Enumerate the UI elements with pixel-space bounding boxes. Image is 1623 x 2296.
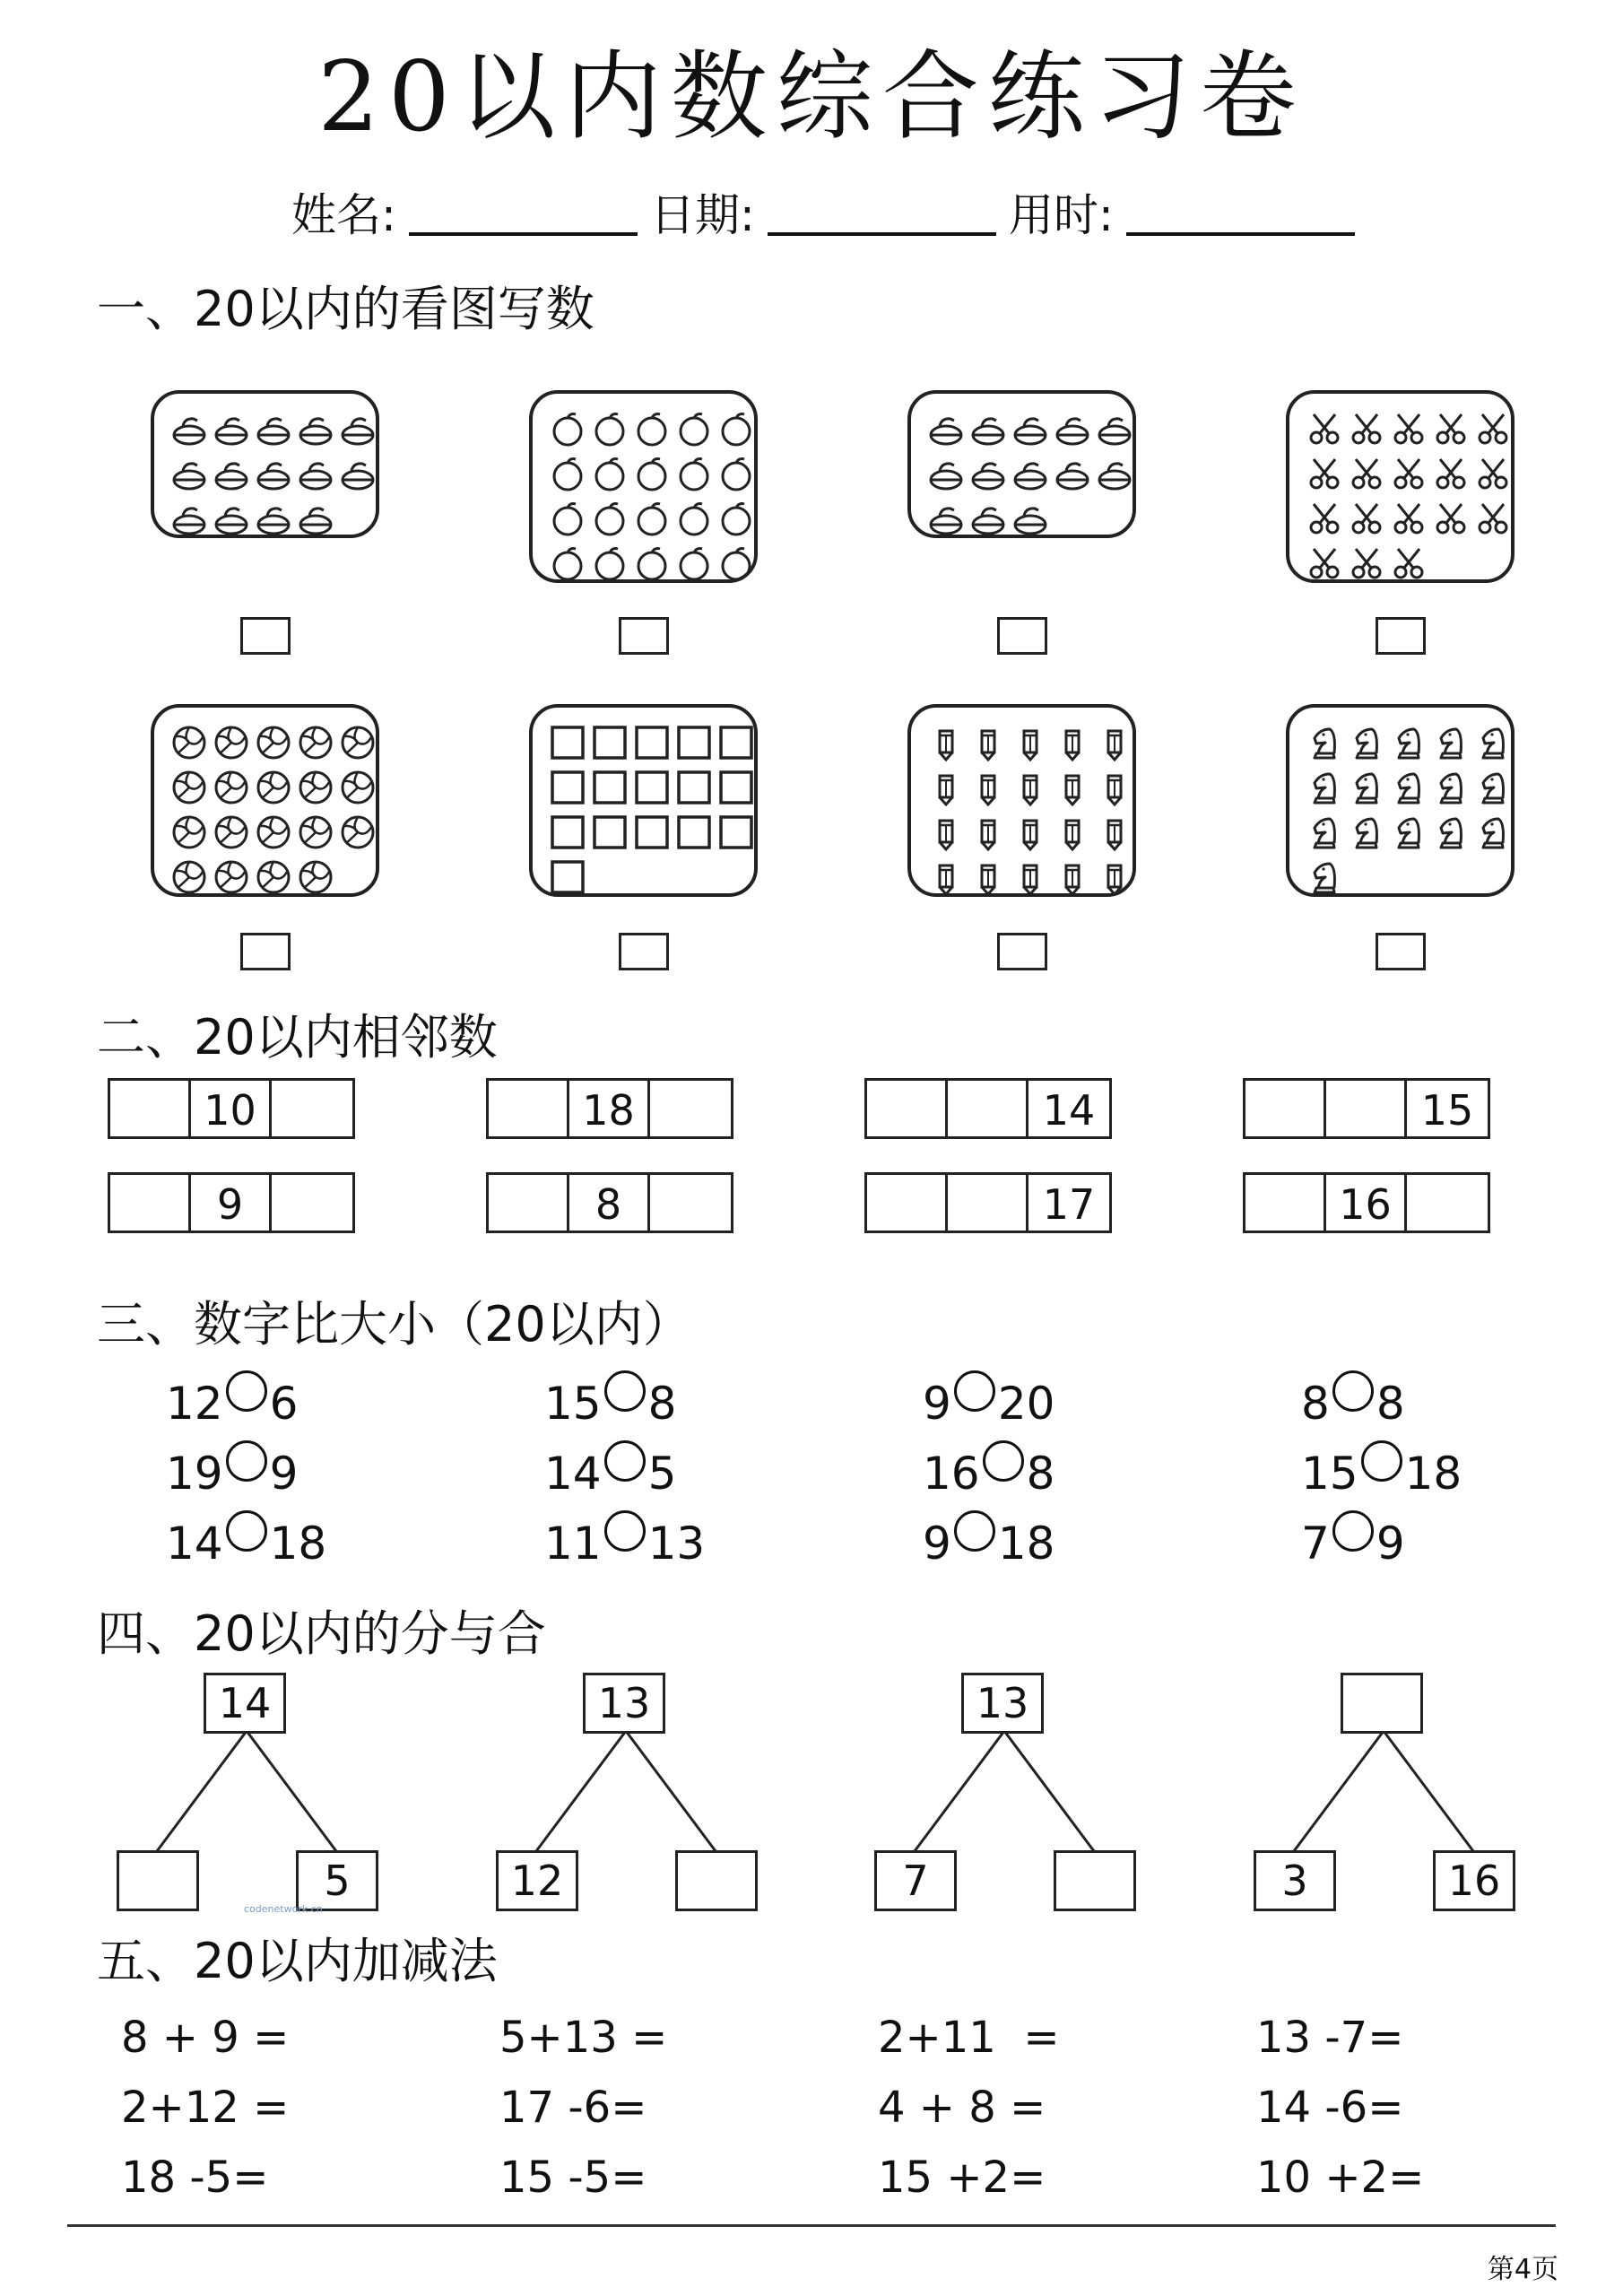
answer-cell[interactable]	[272, 1081, 352, 1136]
chess-knight-icon	[1348, 724, 1385, 761]
chess-knight-icon	[1390, 813, 1428, 851]
left-number: 8	[1301, 1378, 1330, 1430]
compare-circle[interactable]	[604, 1510, 646, 1552]
answer-box[interactable]	[675, 1850, 758, 1911]
left-number: 9	[923, 1378, 951, 1430]
given-number: 14	[204, 1673, 286, 1734]
orange-icon	[549, 500, 586, 537]
answer-box[interactable]	[240, 933, 291, 970]
pencil-icon	[1096, 858, 1133, 896]
volleyball-icon	[213, 813, 250, 851]
answer-box[interactable]	[1054, 1850, 1136, 1911]
pencil-icon	[927, 858, 965, 896]
orange-icon	[675, 544, 713, 582]
neighbor-strip	[864, 1078, 1112, 1139]
tree-lines	[496, 1731, 765, 1852]
scissors-icon	[1348, 500, 1385, 537]
scissors-icon	[1474, 455, 1512, 492]
right-number: 9	[269, 1448, 299, 1500]
equation: 2+12 =	[121, 2083, 290, 2133]
equation: 5+13 =	[499, 2013, 668, 2063]
square-icon	[633, 813, 671, 851]
given-number: 10	[191, 1081, 272, 1136]
answer-cell[interactable]	[272, 1175, 352, 1231]
picture-box	[529, 390, 758, 583]
equation: 4 + 8 =	[878, 2083, 1046, 2133]
picture-box	[1286, 390, 1515, 583]
orange-icon	[549, 410, 586, 448]
compare-item	[544, 1518, 706, 1570]
pencil-icon	[1054, 858, 1091, 896]
scissors-icon	[1390, 410, 1428, 448]
volleyball-icon	[339, 724, 377, 761]
scissors-icon	[1306, 500, 1343, 537]
orange-icon	[717, 410, 755, 448]
square-icon	[591, 724, 629, 761]
answer-cell[interactable]	[948, 1081, 1028, 1136]
left-number: 12	[166, 1378, 223, 1430]
volleyball-icon	[297, 724, 334, 761]
pencil-icon	[1054, 769, 1091, 806]
compare-item	[1301, 1448, 1462, 1500]
volleyball-icon	[255, 724, 292, 761]
equation: 2+11 =	[878, 2013, 1060, 2063]
pencil-icon	[1096, 769, 1133, 806]
volleyball-icon	[255, 858, 292, 896]
compare-circle[interactable]	[226, 1510, 267, 1552]
name-blank[interactable]	[409, 232, 638, 236]
picture-box	[151, 704, 379, 897]
given-number: 13	[583, 1673, 665, 1734]
compare-circle[interactable]	[604, 1370, 646, 1412]
section-heading: 三、数字比大小（20以内）	[97, 1296, 691, 1352]
compare-item	[544, 1378, 677, 1430]
equation: 18 -5=	[121, 2152, 269, 2203]
pencil-icon	[927, 813, 965, 851]
equation: 17 -6=	[499, 2083, 647, 2133]
chess-knight-icon	[1432, 813, 1470, 851]
pencil-icon	[1096, 724, 1133, 761]
answer-box[interactable]	[1376, 617, 1426, 655]
volleyball-icon	[170, 769, 208, 806]
neighbor-strip	[1243, 1172, 1490, 1233]
curling-stone-icon	[255, 455, 292, 492]
given-number: 12	[496, 1850, 578, 1911]
given-number: 14	[1042, 1086, 1096, 1135]
answer-box[interactable]	[1341, 1673, 1423, 1734]
neighbor-strip	[486, 1078, 733, 1139]
curling-stone-icon	[927, 455, 965, 492]
picture-box	[907, 704, 1136, 897]
pencil-icon	[1054, 813, 1091, 851]
answer-cell[interactable]	[1245, 1175, 1326, 1231]
right-number: 8	[647, 1378, 677, 1430]
volleyball-icon	[170, 724, 208, 761]
pencil-icon	[1011, 724, 1049, 761]
chess-knight-icon	[1474, 769, 1512, 806]
compare-circle[interactable]	[954, 1510, 995, 1552]
curling-stone-icon	[255, 500, 292, 537]
time-label: 用时:	[1009, 189, 1114, 241]
given-number: 16	[1433, 1850, 1515, 1911]
answer-box[interactable]	[117, 1850, 199, 1911]
orange-icon	[633, 455, 671, 492]
right-number: 18	[269, 1518, 327, 1570]
curling-stone-icon	[213, 410, 250, 448]
orange-icon	[549, 544, 586, 582]
page-title: 20以内数综合练习卷	[317, 41, 1306, 153]
chess-knight-icon	[1306, 813, 1343, 851]
answer-cell[interactable]	[650, 1081, 731, 1136]
curling-stone-icon	[969, 455, 1007, 492]
square-icon	[591, 813, 629, 851]
orange-icon	[717, 455, 755, 492]
orange-icon	[633, 410, 671, 448]
given-number: 13	[961, 1673, 1044, 1734]
pencil-icon	[969, 724, 1007, 761]
scissors-icon	[1306, 544, 1343, 582]
right-number: 9	[1376, 1518, 1405, 1570]
chess-knight-icon	[1432, 769, 1470, 806]
scissors-icon	[1348, 455, 1385, 492]
compare-item	[544, 1448, 677, 1500]
scissors-icon	[1432, 500, 1470, 537]
answer-box[interactable]	[619, 933, 669, 970]
curling-stone-icon	[1054, 455, 1091, 492]
given-number: 16	[1326, 1175, 1407, 1231]
pencil-icon	[1011, 858, 1049, 896]
orange-icon	[591, 410, 629, 448]
equation: 14 -6=	[1256, 2083, 1404, 2133]
section-heading: 二、20以内相邻数	[97, 1009, 498, 1065]
volleyball-icon	[213, 769, 250, 806]
compare-item	[1301, 1378, 1405, 1430]
curling-stone-icon	[339, 455, 377, 492]
right-number: 5	[647, 1448, 677, 1500]
answer-box[interactable]	[997, 617, 1047, 655]
date-field[interactable]	[650, 189, 996, 241]
chess-knight-icon	[1474, 813, 1512, 851]
volleyball-icon	[170, 858, 208, 896]
equation: 8 + 9 =	[121, 2013, 290, 2063]
curling-stone-icon	[969, 410, 1007, 448]
compare-item	[166, 1448, 299, 1500]
answer-cell[interactable]	[948, 1175, 1028, 1231]
curling-stone-icon	[1011, 410, 1049, 448]
right-number: 20	[997, 1378, 1055, 1430]
section-heading: 五、20以内加减法	[97, 1933, 498, 1989]
pencil-icon	[1011, 813, 1049, 851]
compare-circle[interactable]	[226, 1440, 267, 1482]
watermark: codenetwork.cn	[244, 1903, 323, 1915]
square-icon	[633, 724, 671, 761]
page-number: 第4页	[1487, 2254, 1558, 2285]
time-blank[interactable]	[1126, 232, 1355, 236]
scissors-icon	[1306, 410, 1343, 448]
scissors-icon	[1474, 500, 1512, 537]
curling-stone-icon	[927, 500, 965, 537]
compare-item	[166, 1518, 327, 1570]
compare-item	[1301, 1518, 1405, 1570]
neighbor-strip	[486, 1172, 733, 1233]
curling-stone-icon	[170, 500, 208, 537]
orange-icon	[675, 455, 713, 492]
given-number: 17	[1042, 1180, 1096, 1229]
left-number: 9	[923, 1518, 951, 1570]
given-number: 8	[569, 1175, 650, 1231]
square-icon	[549, 724, 586, 761]
curling-stone-icon	[339, 410, 377, 448]
pencil-icon	[1054, 724, 1091, 761]
square-icon	[549, 769, 586, 806]
orange-icon	[717, 500, 755, 537]
scissors-icon	[1390, 455, 1428, 492]
volleyball-icon	[170, 813, 208, 851]
scissors-icon	[1474, 410, 1512, 448]
chess-knight-icon	[1432, 724, 1470, 761]
curling-stone-icon	[1096, 410, 1133, 448]
curling-stone-icon	[1054, 410, 1091, 448]
compare-circle[interactable]	[1332, 1510, 1374, 1552]
square-icon	[717, 724, 755, 761]
scissors-icon	[1432, 455, 1470, 492]
compare-circle[interactable]	[604, 1440, 646, 1482]
picture-box	[529, 704, 758, 897]
pencil-icon	[969, 813, 1007, 851]
curling-stone-icon	[969, 500, 1007, 537]
neighbor-strip	[864, 1172, 1112, 1233]
compare-item	[923, 1378, 1055, 1430]
curling-stone-icon	[1011, 500, 1049, 537]
answer-box[interactable]	[997, 933, 1047, 970]
given-number: 3	[1254, 1850, 1336, 1911]
left-number: 16	[923, 1448, 980, 1500]
orange-icon	[633, 500, 671, 537]
answer-box[interactable]	[240, 617, 291, 655]
volleyball-icon	[213, 858, 250, 896]
curling-stone-icon	[170, 455, 208, 492]
square-icon	[675, 813, 713, 851]
tree-lines	[117, 1731, 386, 1852]
name-label: 姓名:	[291, 189, 396, 241]
given-number: 7	[874, 1850, 957, 1911]
curling-stone-icon	[213, 455, 250, 492]
picture-box	[907, 390, 1136, 538]
chess-knight-icon	[1390, 724, 1428, 761]
answer-cell[interactable]	[1326, 1081, 1407, 1136]
square-icon	[675, 769, 713, 806]
orange-icon	[549, 455, 586, 492]
left-number: 14	[544, 1448, 602, 1500]
orange-icon	[633, 544, 671, 582]
right-number: 18	[1404, 1448, 1462, 1500]
time-field[interactable]	[1009, 189, 1355, 241]
pencil-icon	[969, 769, 1007, 806]
answer-cell[interactable]	[110, 1081, 191, 1136]
equation: 15 -5=	[499, 2152, 647, 2203]
curling-stone-icon	[170, 410, 208, 448]
left-number: 7	[1301, 1518, 1330, 1570]
curling-stone-icon	[213, 500, 250, 537]
orange-icon	[675, 500, 713, 537]
section-heading: 一、20以内的看图写数	[97, 281, 595, 337]
volleyball-icon	[339, 813, 377, 851]
answer-box[interactable]	[619, 617, 669, 655]
compare-item	[166, 1378, 299, 1430]
answer-cell[interactable]	[650, 1175, 731, 1231]
right-number: 8	[1026, 1448, 1055, 1500]
right-number: 6	[269, 1378, 299, 1430]
answer-cell[interactable]	[110, 1175, 191, 1231]
orange-icon	[591, 544, 629, 582]
pencil-icon	[1011, 769, 1049, 806]
scissors-icon	[1432, 410, 1470, 448]
given-number: 15	[1420, 1086, 1474, 1135]
right-number: 18	[997, 1518, 1055, 1570]
compare-item	[923, 1518, 1055, 1570]
right-number: 13	[647, 1518, 706, 1570]
square-icon	[717, 813, 755, 851]
picture-box	[151, 390, 379, 538]
compare-circle[interactable]	[1361, 1440, 1402, 1482]
square-icon	[591, 769, 629, 806]
compare-circle[interactable]	[983, 1440, 1024, 1482]
equation: 13 -7=	[1256, 2013, 1404, 2063]
volleyball-icon	[255, 769, 292, 806]
orange-icon	[717, 544, 755, 582]
compare-item	[923, 1448, 1055, 1500]
name-field[interactable]	[291, 189, 638, 241]
left-number: 15	[1301, 1448, 1358, 1500]
curling-stone-icon	[297, 455, 334, 492]
answer-cell[interactable]	[489, 1175, 569, 1231]
given-number: 9	[191, 1175, 272, 1231]
footer-divider	[67, 2224, 1556, 2227]
date-label: 日期:	[650, 189, 755, 241]
volleyball-icon	[297, 769, 334, 806]
curling-stone-icon	[927, 410, 965, 448]
curling-stone-icon	[1096, 455, 1133, 492]
neighbor-strip	[108, 1172, 355, 1233]
equation: 10 +2=	[1256, 2152, 1425, 2203]
curling-stone-icon	[297, 410, 334, 448]
chess-knight-icon	[1306, 724, 1343, 761]
tree-lines	[1254, 1731, 1523, 1852]
chess-knight-icon	[1306, 858, 1343, 896]
equation: 15 +2=	[878, 2152, 1046, 2203]
curling-stone-icon	[1011, 455, 1049, 492]
chess-knight-icon	[1306, 769, 1343, 806]
scissors-icon	[1390, 544, 1428, 582]
scissors-icon	[1348, 410, 1385, 448]
curling-stone-icon	[297, 500, 334, 537]
volleyball-icon	[297, 813, 334, 851]
answer-cell[interactable]	[867, 1081, 948, 1136]
volleyball-icon	[297, 858, 334, 896]
pencil-icon	[927, 724, 965, 761]
pencil-icon	[927, 769, 965, 806]
chess-knight-icon	[1348, 813, 1385, 851]
answer-cell[interactable]	[489, 1081, 569, 1136]
scissors-icon	[1348, 544, 1385, 582]
given-number: 5	[296, 1850, 378, 1911]
answer-cell[interactable]	[1407, 1175, 1488, 1231]
pencil-icon	[969, 858, 1007, 896]
answer-cell[interactable]	[867, 1175, 948, 1231]
orange-icon	[591, 455, 629, 492]
answer-cell[interactable]	[1245, 1081, 1326, 1136]
chess-knight-icon	[1390, 769, 1428, 806]
date-blank[interactable]	[768, 232, 996, 236]
neighbor-strip	[108, 1078, 355, 1139]
square-icon	[633, 769, 671, 806]
compare-circle[interactable]	[954, 1370, 995, 1412]
curling-stone-icon	[255, 410, 292, 448]
picture-box	[1286, 704, 1515, 897]
right-number: 8	[1376, 1378, 1405, 1430]
left-number: 14	[166, 1518, 223, 1570]
square-icon	[717, 769, 755, 806]
section-heading: 四、20以内的分与合	[97, 1605, 546, 1662]
volleyball-icon	[255, 813, 292, 851]
compare-circle[interactable]	[226, 1370, 267, 1412]
given-number: 18	[569, 1081, 650, 1136]
volleyball-icon	[213, 724, 250, 761]
square-icon	[675, 724, 713, 761]
square-icon	[549, 813, 586, 851]
pencil-icon	[1096, 813, 1133, 851]
compare-circle[interactable]	[1332, 1370, 1374, 1412]
left-number: 15	[544, 1378, 602, 1430]
tree-lines	[874, 1731, 1143, 1852]
square-icon	[549, 858, 586, 896]
volleyball-icon	[339, 769, 377, 806]
chess-knight-icon	[1474, 724, 1512, 761]
scissors-icon	[1306, 455, 1343, 492]
left-number: 11	[544, 1518, 602, 1570]
orange-icon	[675, 410, 713, 448]
answer-box[interactable]	[1376, 933, 1426, 970]
orange-icon	[591, 500, 629, 537]
neighbor-strip	[1243, 1078, 1490, 1139]
chess-knight-icon	[1348, 769, 1385, 806]
scissors-icon	[1390, 500, 1428, 537]
left-number: 19	[166, 1448, 223, 1500]
